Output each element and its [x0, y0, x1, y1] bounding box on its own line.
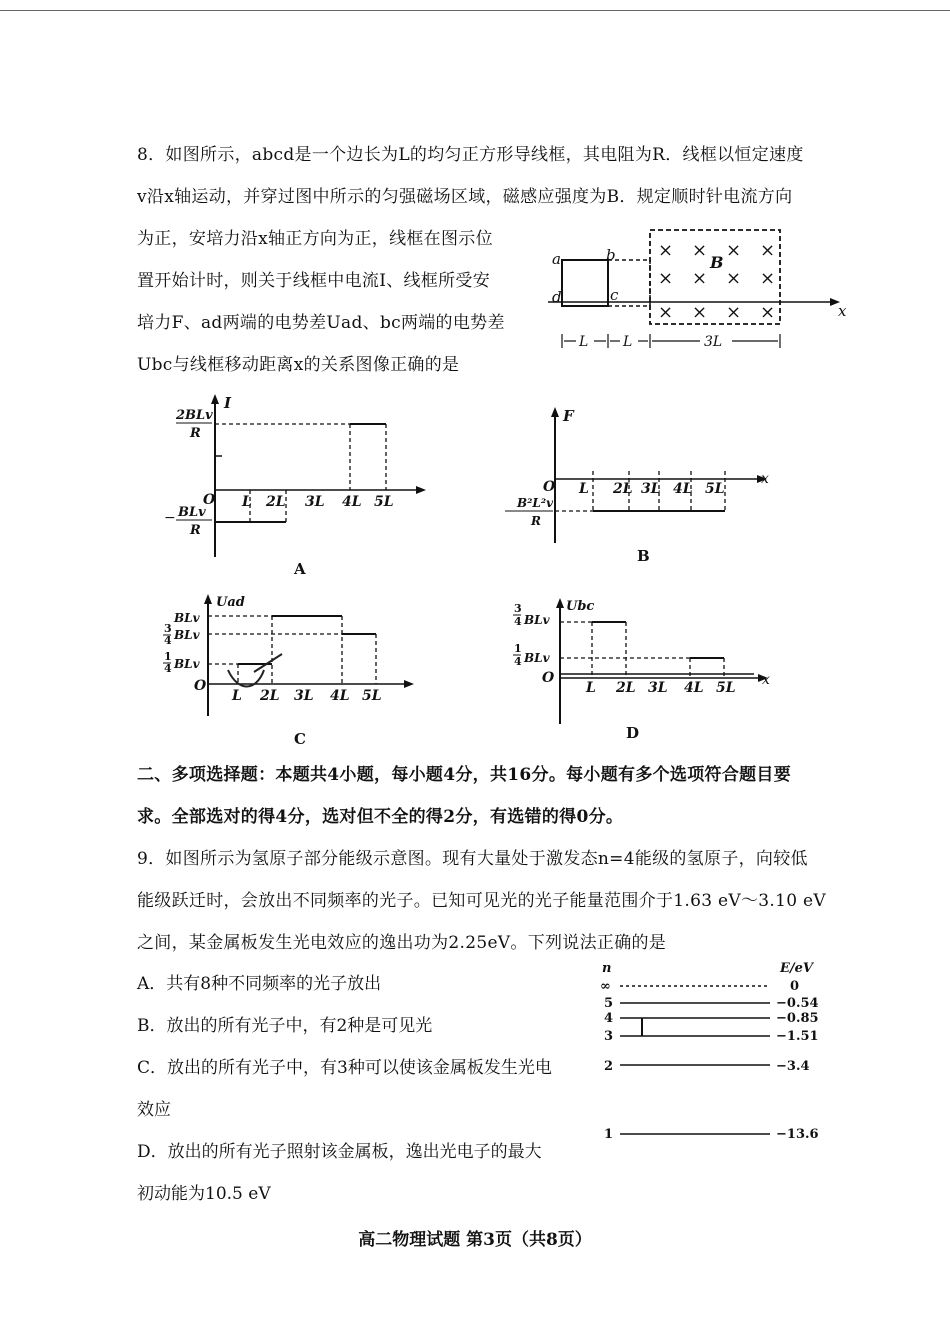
graph-b-x-label: x: [761, 471, 769, 487]
q9-line-1: 9．如图所示为氢原子部分能级示意图。现有大量处于激发态n=4能级的氢原子，向较低: [137, 849, 808, 869]
level-n-3: 3: [604, 1029, 614, 1044]
graph-a-tick-l: L: [242, 494, 252, 510]
corner-d-label: d: [552, 288, 562, 306]
graph-d-origin: O: [542, 670, 555, 686]
question-8-body: [137, 218, 532, 386]
level-e-2: −3.4: [776, 1059, 810, 1074]
graph-d-tick-4l: 4L: [684, 680, 704, 696]
graph-d-lvl-quarter: BLv: [524, 651, 550, 665]
graph-d-tick-l: L: [586, 680, 596, 696]
cross-mark: ×: [692, 302, 708, 323]
graph-d-tick-5l: 5L: [716, 680, 736, 696]
level-e-1: −13.6: [776, 1127, 819, 1142]
graph-c-lvl-full: BLv: [174, 611, 200, 625]
graph-c-frac1-num: 1: [164, 650, 172, 663]
graph-b-neg-label: B²L²v: [517, 496, 554, 510]
graph-a-top-num: 2BLv: [176, 408, 213, 423]
graph-d-frac3-num: 3: [514, 602, 522, 615]
graph-a-tick-4l: 4L: [342, 494, 362, 510]
dimension-label-2: L: [623, 334, 633, 350]
graph-b-tick-2l: 2L: [613, 481, 633, 497]
option-b[interactable]: B．放出的所有光子中，有2种是可见光: [137, 1016, 433, 1036]
graph-c-pencil-mark: [228, 654, 282, 687]
graph-c-x-arrow: [404, 680, 414, 688]
level-e-4: −0.85: [776, 1011, 819, 1026]
graph-d-frac1-num: 1: [514, 642, 522, 655]
graph-b-caption: B: [637, 547, 650, 565]
wire-loop: [562, 260, 608, 306]
cross-mark: ×: [726, 302, 742, 323]
graph-d-tick-3l: 3L: [648, 680, 668, 696]
q8-line-2: v沿x轴运动，并穿过图中所示的匀强磁场区域，磁感应强度为B．规定顺时针电流方向: [137, 187, 793, 207]
level-n-2: 2: [604, 1059, 614, 1074]
graph-a-y-arrow: [211, 394, 219, 404]
graph-b-den: R: [531, 514, 541, 528]
graph-a-neg-sign: −: [164, 510, 176, 526]
graph-a-bot-num: BLv: [178, 505, 206, 520]
question-8-intro: [137, 134, 862, 218]
level-e-inf: 0: [790, 979, 800, 994]
graph-a-caption: A: [294, 560, 306, 578]
corner-c-label: c: [610, 286, 619, 304]
graph-c-tick-4l: 4L: [330, 688, 350, 704]
cross-mark: ×: [658, 268, 674, 289]
graph-a-x-ticks: [241, 494, 394, 510]
graph-c-frac3-den: 4: [164, 634, 172, 647]
graph-a-top-den: R: [190, 426, 201, 441]
graph-a-bot-den: R: [190, 523, 201, 538]
graph-b-tick-4l: 4L: [673, 481, 693, 497]
question-9-stem: [137, 838, 862, 964]
graph-b-y-label: F: [563, 407, 574, 425]
graph-c-guides: [238, 616, 376, 684]
cross-mark: ×: [692, 268, 708, 289]
cross-mark: ×: [726, 268, 742, 289]
level-e-3: −1.51: [776, 1029, 819, 1044]
q9-line-2: 能级跃迁时，会放出不同频率的光子。已知可见光的光子能量范围介于1.63 eV～3.10 eV: [137, 891, 826, 911]
graph-b-origin: O: [543, 479, 556, 495]
cross-mark: ×: [760, 268, 776, 289]
graph-d-frac1-den: 4: [514, 655, 522, 668]
graph-c-lvl-three: BLv: [174, 628, 200, 642]
graph-c-lvl-quarter: BLv: [174, 657, 200, 671]
cross-mark: ×: [658, 302, 674, 323]
graph-b: [505, 405, 785, 565]
page-footer: 高二物理试题 第3页（共8页）: [358, 1230, 592, 1250]
option-c-continued: 效应: [137, 1100, 171, 1120]
q8-field-figure: [540, 222, 860, 362]
graph-d: [510, 596, 790, 744]
graph-d-frac3-den: 4: [514, 615, 522, 628]
cross-mark: ×: [658, 240, 674, 261]
graph-b-tick-l: L: [579, 481, 589, 497]
section-2-heading: [137, 754, 862, 838]
graph-c-tick-3l: 3L: [294, 688, 314, 704]
graph-d-y-arrow: [556, 598, 564, 608]
graph-d-guides: [592, 622, 724, 678]
graph-c: [160, 592, 430, 750]
page-top-rule: [0, 10, 950, 11]
graph-b-y-arrow: [551, 407, 559, 417]
energy-n-header: n: [602, 961, 612, 976]
cross-mark: ×: [760, 302, 776, 323]
graph-c-tick-2l: 2L: [260, 688, 280, 704]
graph-c-y-label: Uad: [216, 595, 245, 610]
graph-b-x-ticks: [578, 481, 725, 497]
option-d-continued: 初动能为10.5 eV: [137, 1184, 271, 1204]
graph-d-y-label: Ubc: [566, 599, 595, 614]
q8-line-5: 培力F、ad两端的电势差Uad、bc两端的电势差: [137, 313, 505, 333]
graph-a-x-arrow: [416, 486, 426, 494]
graph-a: [160, 392, 450, 577]
graph-a-origin: O: [203, 492, 216, 508]
corner-a-label: a: [552, 250, 561, 268]
graph-d-curve: [560, 622, 754, 674]
graph-d-tick-2l: 2L: [616, 680, 636, 696]
graph-c-y-arrow: [204, 594, 212, 604]
graph-c-curve: [208, 616, 376, 664]
energy-level-diagram: [600, 960, 830, 1150]
graph-d-x-label: x: [762, 672, 770, 688]
dimension-label-1: L: [579, 334, 589, 350]
level-n-4: 4: [604, 1011, 614, 1026]
graph-c-x-ticks: [231, 688, 382, 704]
q9-line-3: 之间，某金属板发生光电效应的逸出功为2.25eV。下列说法正确的是: [137, 933, 667, 953]
level-n-1: 1: [604, 1127, 614, 1142]
dimension-marks: [562, 334, 780, 348]
graph-b-tick-5l: 5L: [705, 481, 725, 497]
field-b-label: B: [710, 253, 724, 272]
graph-c-origin: O: [194, 678, 207, 694]
graph-d-x-ticks: [585, 680, 736, 696]
graph-c-caption: C: [294, 730, 306, 748]
graph-c-tick-l: L: [232, 688, 242, 704]
graph-a-tick-2l: 2L: [266, 494, 286, 510]
option-a[interactable]: A．共有8种不同频率的光子放出: [137, 974, 382, 994]
energy-e-header: E/eV: [780, 961, 814, 976]
option-c[interactable]: C．放出的所有光子中，有3种可以使该金属板发生光电: [137, 1058, 552, 1078]
section-2-line-2: 求。全部选对的得4分，选对但不全的得2分，有选错的得0分。: [137, 807, 624, 827]
figure-x-label: x: [838, 302, 847, 320]
q8-line-3: 为正，安培力沿x轴正方向为正，线框在图示位: [137, 229, 493, 249]
graph-a-tick-3l: 3L: [305, 494, 325, 510]
level-n-5: 5: [604, 996, 614, 1011]
graph-a-y-label: I: [224, 394, 232, 412]
graph-c-tick-5l: 5L: [362, 688, 382, 704]
q8-line-1: 8．如图所示，abcd是一个边长为L的均匀正方形导线框，其电阻为R．线框以恒定速度: [137, 145, 804, 165]
level-n-inf: ∞: [600, 979, 611, 994]
dimension-label-3: 3L: [704, 334, 723, 350]
cross-mark: ×: [760, 240, 776, 261]
graph-c-frac1-den: 4: [164, 662, 172, 675]
graph-d-caption: D: [626, 724, 640, 742]
option-d[interactable]: D．放出的所有光子照射该金属板，逸出光电子的最大: [137, 1142, 542, 1162]
graph-c-frac3-num: 3: [164, 622, 172, 635]
corner-b-label: b: [606, 246, 616, 264]
q8-line-4: 置开始计时，则关于线框中电流I、线框所受安: [137, 271, 491, 291]
q8-line-6: Ubc与线框移动距离x的关系图像正确的是: [137, 355, 460, 375]
section-2-line-1: 二、多项选择题：本题共4小题，每小题4分，共16分。每小题有多个选项符合题目要: [137, 765, 792, 785]
graph-a-tick-5l: 5L: [374, 494, 394, 510]
cross-mark: ×: [692, 240, 708, 261]
graph-b-tick-3l: 3L: [641, 481, 661, 497]
level-e-5: −0.54: [776, 996, 819, 1011]
graph-d-lvl-three: BLv: [524, 613, 550, 627]
cross-mark: ×: [726, 240, 742, 261]
